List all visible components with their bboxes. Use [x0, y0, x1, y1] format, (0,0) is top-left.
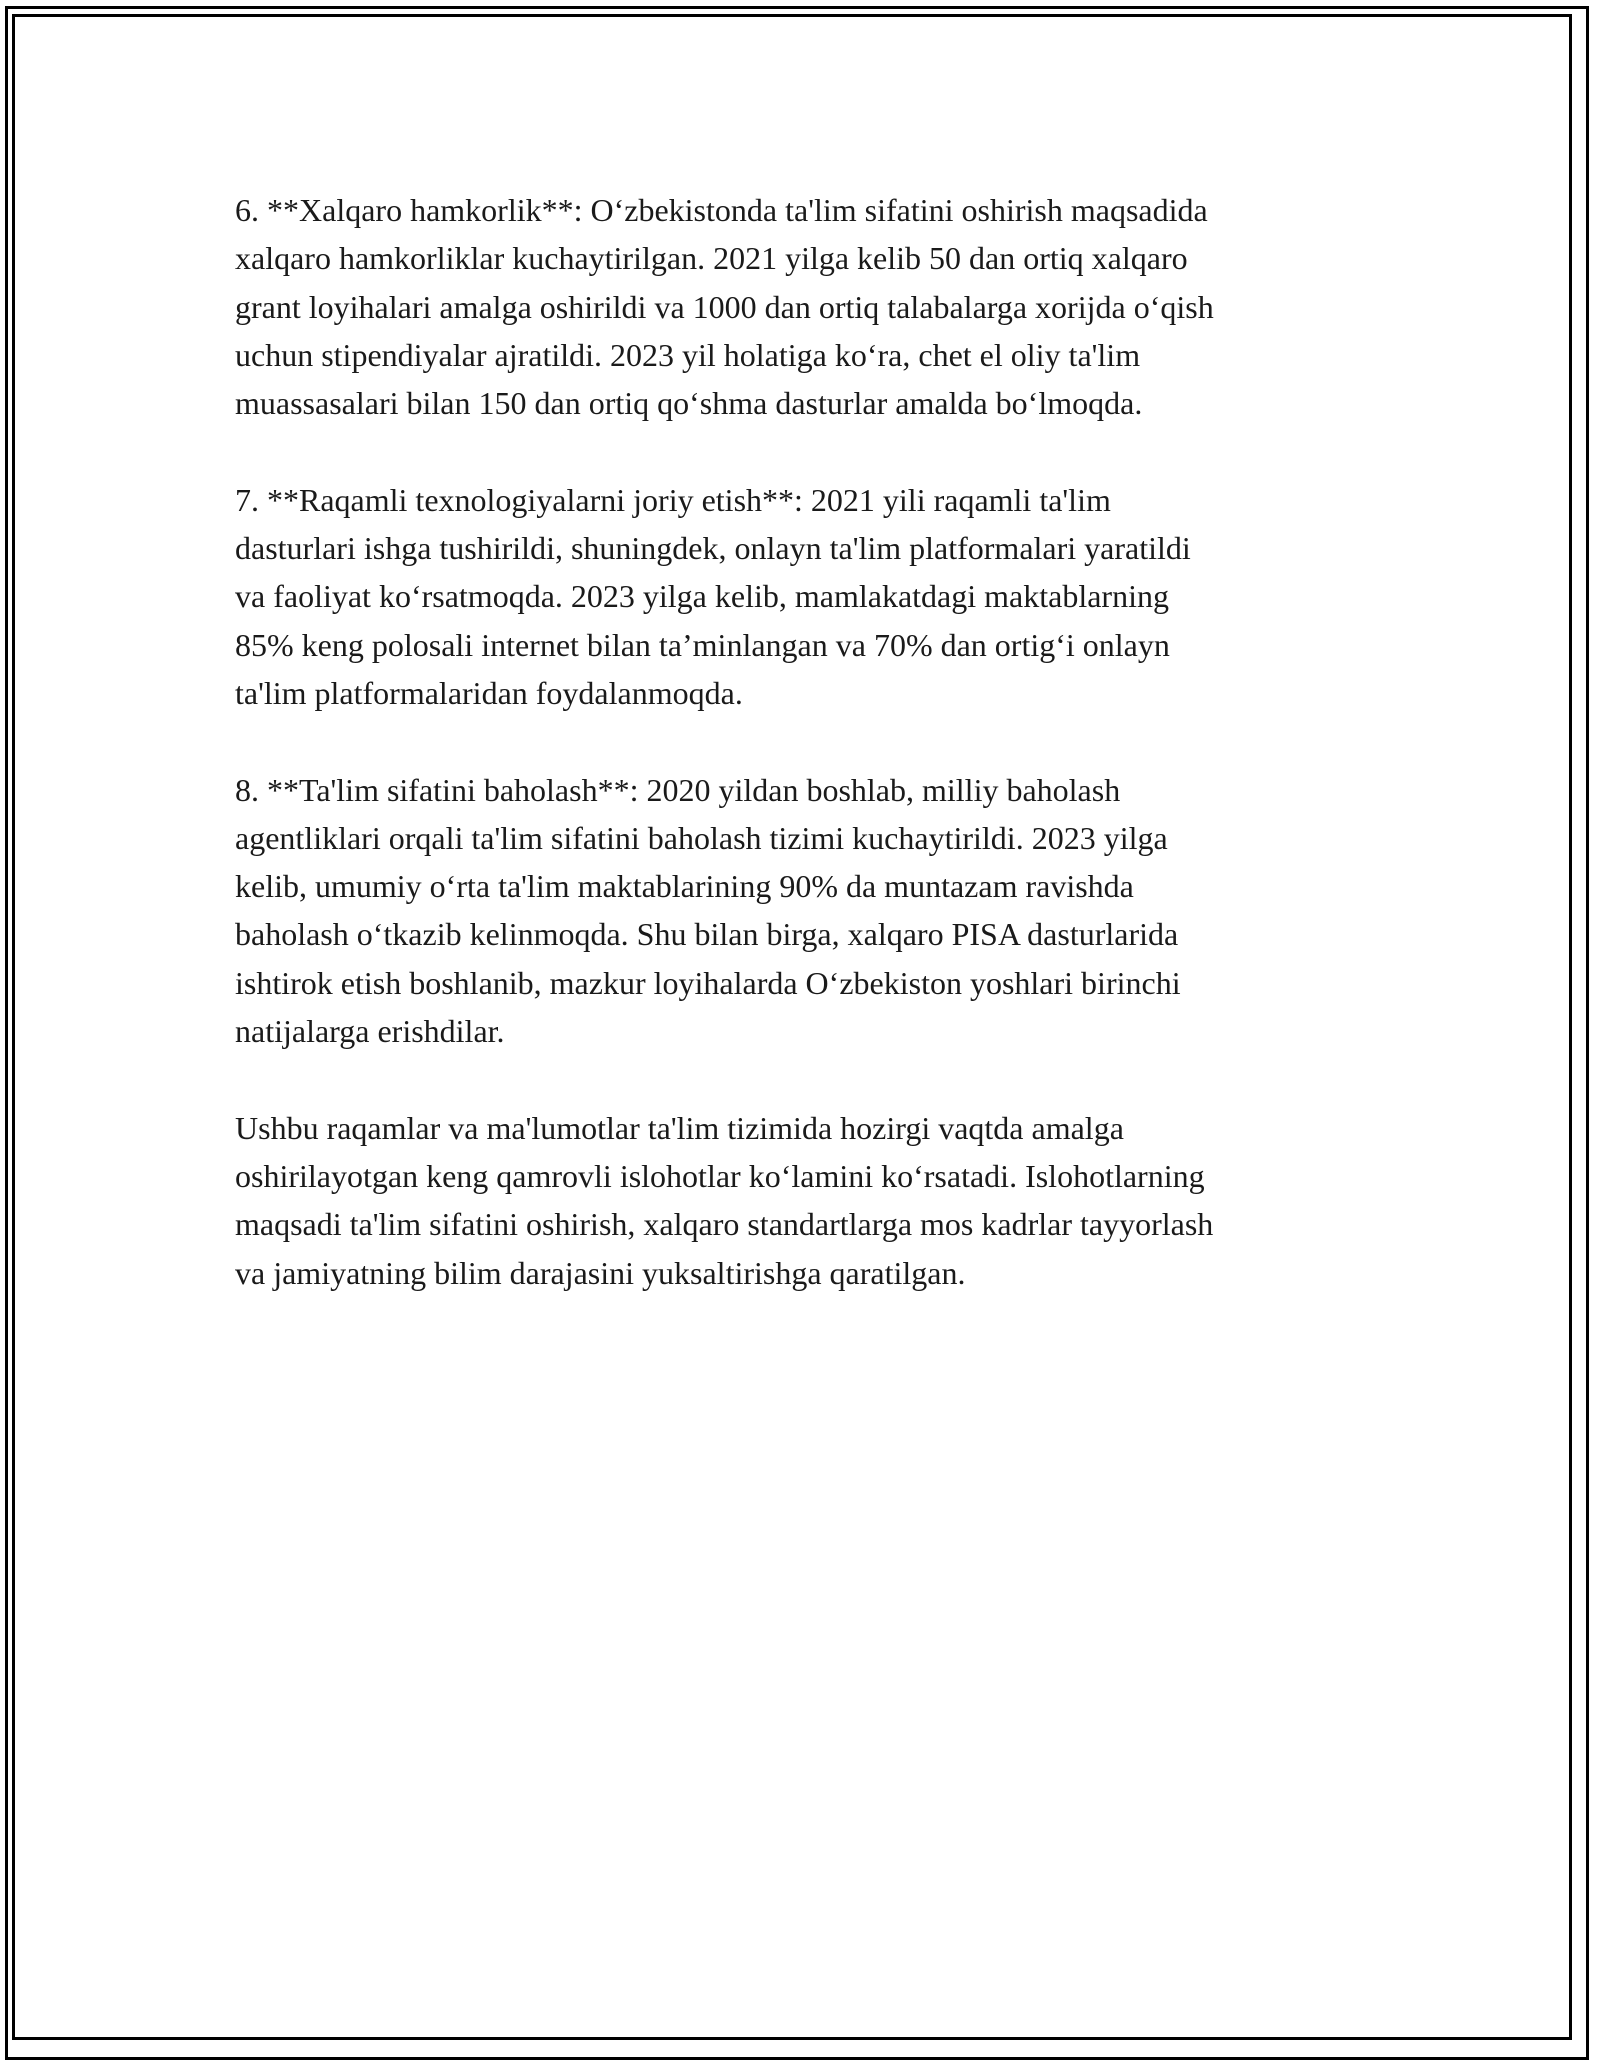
- document-body: [235, 186, 1365, 1345]
- paragraph-quality-assessment: 8. **Ta'lim sifatini baholash**: 2020 yildan boshlab, milliy baholash agentliklari orqali ta'lim sifatini baholash tizimi kuchaytirildi. 2023 yilga kelib, umumiy o‘rta ta'lim maktablarining 90% da muntazam ravishda baholash o‘tkazib kelinmoqda. Shu bilan birga, xalqaro PISA dasturlarida ishtirok etish boshlanib, mazkur loyihalarda O‘zbekiston yoshlari birinchi natijalarga erishdilar.: [235, 771, 1181, 1050]
- paragraph-conclusion: Ushbu raqamlar va ma'lumotlar ta'lim tizimida hozirgi vaqtda amalga oshirilayotgan keng qamrovli islohotlar ko‘lamini ko‘rsatadi. Islohotlarning maqsadi ta'lim sifatini oshirish, xalqaro standartlarga mos kadrlar tayyorlash va jamiyatning bilim darajasini yuksaltirishga qaratilgan.: [235, 1109, 1214, 1291]
- paragraph-international-cooperation: 6. **Xalqaro hamkorlik**: O‘zbekistonda ta'lim sifatini oshirish maqsadida xalqaro hamkorliklar kuchaytirilgan. 2021 yilga kelib 50 dan ortiq xalqaro grant loyihalari amalga oshirildi va 1000 dan ortiq talabalarga xorijda o‘qish uchun stipendiyalar ajratildi. 2023 yil holatiga ko‘ra, chet el oliy ta'lim muassasalari bilan 150 dan ortiq qo‘shma dasturlar amalda bo‘lmoqda.: [235, 192, 1214, 422]
- paragraph-digital-technologies: 7. **Raqamli texnologiyalarni joriy etish**: 2021 yili raqamli ta'lim dasturlari ishga tushirildi, shuningdek, onlayn ta'lim platformalari yaratildi va faoliyat ko‘rsatmoqda. 2023 yilga kelib, mamlakatdagi maktablarning 85% keng polosali internet bilan ta’minlangan va 70% dan ortig‘i onlayn ta'lim platformalaridan foydalanmoqda.: [235, 481, 1191, 711]
